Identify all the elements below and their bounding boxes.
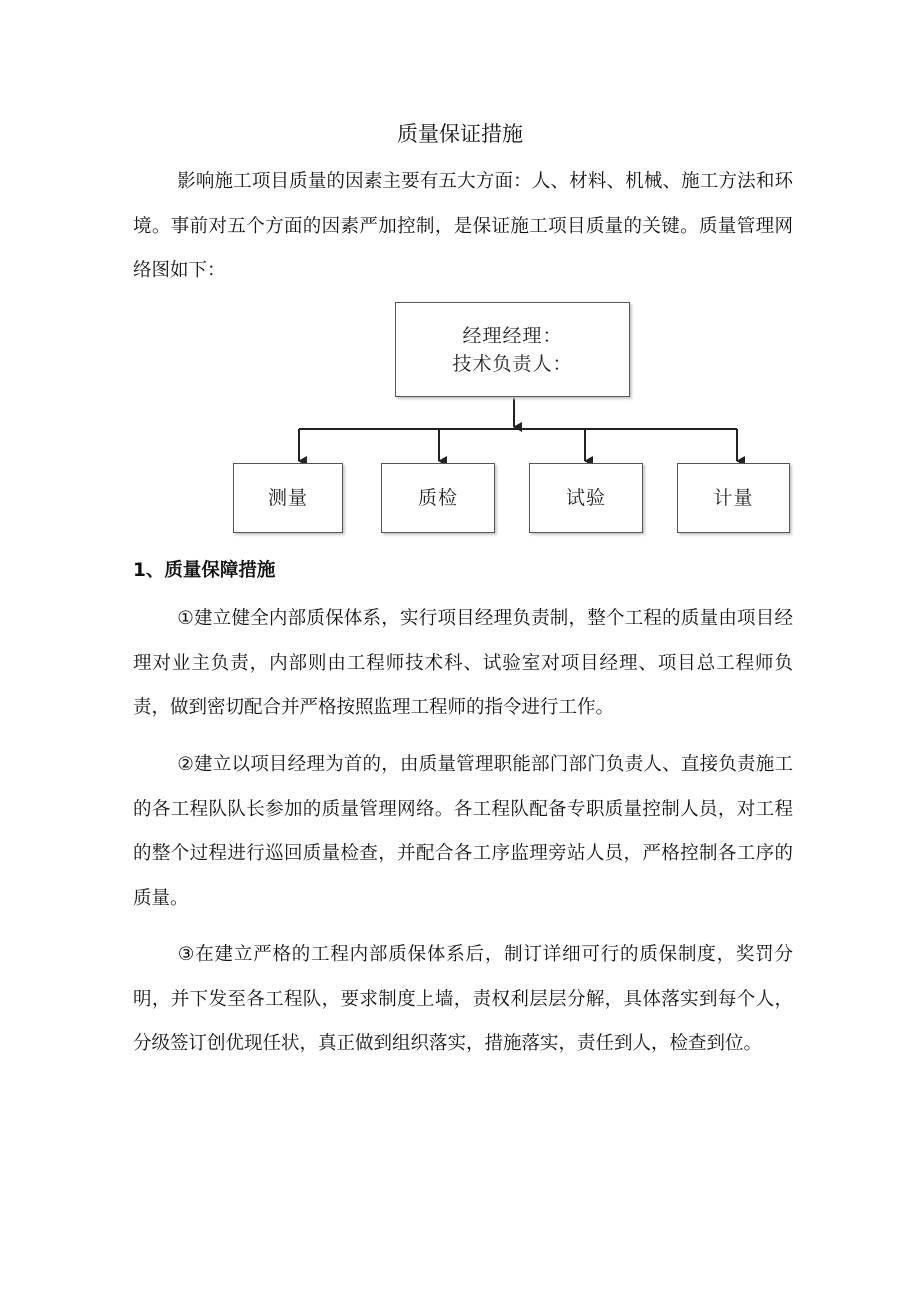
box-survey-label: 测量 [267,487,308,509]
box-testing-label: 试验 [565,487,606,509]
item-paragraph-3 [133,933,793,1067]
diagram-box-testing [529,463,643,533]
item-1-text: ①建立健全内部质保体系，实行项目经理负责制，整个工程的质量由项目经理对业主负责，内部则由工程师技术科、试验室对项目经理、项目总工程师负责，做到密切配合并严格按照监理工程师的指令进行工作。 [133,608,793,718]
box-metering-label: 计量 [713,487,754,509]
box-inspection-label: 质检 [417,487,458,509]
item-2-text: ②建立以项目经理为首的，由质量管理职能部门部门负责人、直接负责施工的各工程队队长参加的质量管理网络。各工程队配备专职质量控制人员，对工程的整个过程进行巡回质量检查，并配合各工序监理旁站人员，严格控制各工序的质量。 [133,754,793,909]
top-box-line2: 技术负责人： [452,352,573,375]
item-3-text: ③在建立严格的工程内部质保体系后，制订详细可行的质保制度，奖罚分明，并下发至各工程队，要求制度上墙，责权利层层分解，具体落实到每个人，分级签订创优现任状，真正做到组织落实，措施落实，责任到人，检查到位。 [133,944,793,1054]
diagram-box-metering [677,463,790,533]
intro-text: 影响施工项目质量的因素主要有五大方面：人、材料、机械、施工方法和环境。事前对五个方面的因素严加控制，是保证施工项目质量的关键。质量管理网络图如下： [133,171,793,281]
top-box-line1: 经理经理： [462,324,563,347]
diagram-box-survey [233,463,343,533]
item-paragraph-2 [133,743,793,921]
section-heading: 1、质量保障措施 [133,560,276,581]
diagram-box-inspection [381,463,495,533]
page-title: 质量保证措施 [397,122,523,146]
item-paragraph-1 [133,597,793,731]
diagram-top-box [395,302,630,397]
